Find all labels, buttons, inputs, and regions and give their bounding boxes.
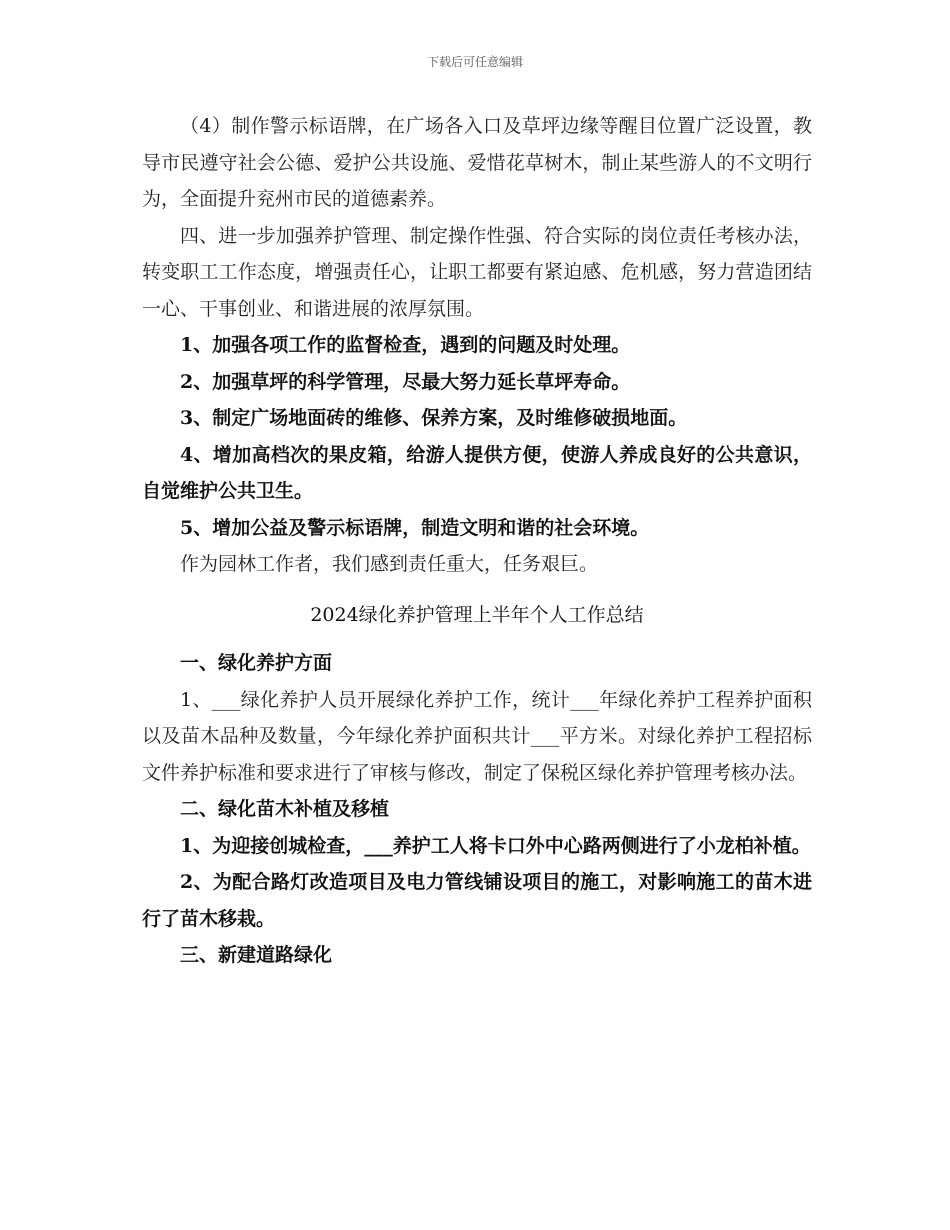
- paragraph: 1、___绿化养护人员开展绿化养护工作，统计___年绿化养护工程养护面积以及苗木品种及数量，今年绿化养护面积共计___平方米。对绿化养护工程招标文件养护标准和要求进行了审核与修改，制定了保税区绿化养护管理考核办法。: [142, 688, 812, 784]
- list-item: 3、制定广场地面砖的维修、保养方案，及时维修破损地面。: [180, 407, 688, 429]
- paragraph: 作为园林工作者，我们感到责任重大，任务艰巨。: [180, 553, 599, 575]
- section-heading: 一、绿化养护方面: [180, 652, 333, 674]
- document-body: [142, 108, 812, 974]
- list-item: 2、为配合路灯改造项目及电力管线铺设项目的施工，对影响施工的苗木进行了苗木移栽。: [142, 871, 812, 930]
- paragraph: （4）制作警示标语牌，在广场各入口及草坪边缘等醒目位置广泛设置，教导市民遵守社会公德、爱护公共设施、爱惜花草树木，制止某些游人的不文明行为，全面提升兖州市民的道德素养。: [142, 115, 812, 210]
- page-header-note: 下载后可任意编辑: [426, 55, 523, 69]
- section-heading: 二、绿化苗木补植及移植: [180, 798, 390, 820]
- list-item: 1、为迎接创城检查，___养护工人将卡口外中心路两侧进行了小龙柏补植。: [180, 834, 811, 857]
- list-item: 4、增加高档次的果皮箱，给游人提供方便，使游人养成良好的公共意识，自觉维护公共卫生。: [142, 443, 812, 502]
- section-heading: 三、新建道路绿化: [180, 944, 333, 966]
- document-title: 2024绿化养护管理上半年个人工作总结: [310, 603, 644, 626]
- paragraph: 四、进一步加强养护管理、制定操作性强、符合实际的岗位责任考核办法，转变职工工作态度，增强责任心，让职工都要有紧迫感、危机感，努力营造团结一心、干事创业、和谐进展的浓厚氛围。: [142, 224, 812, 320]
- list-item: 1、加强各项工作的监督检查，遇到的问题及时处理。: [180, 334, 631, 356]
- list-item: 5、增加公益及警示标语牌，制造文明和谐的社会环境。: [180, 516, 650, 539]
- list-item: 2、加强草坪的科学管理，尽最大努力延长草坪寿命。: [180, 370, 631, 393]
